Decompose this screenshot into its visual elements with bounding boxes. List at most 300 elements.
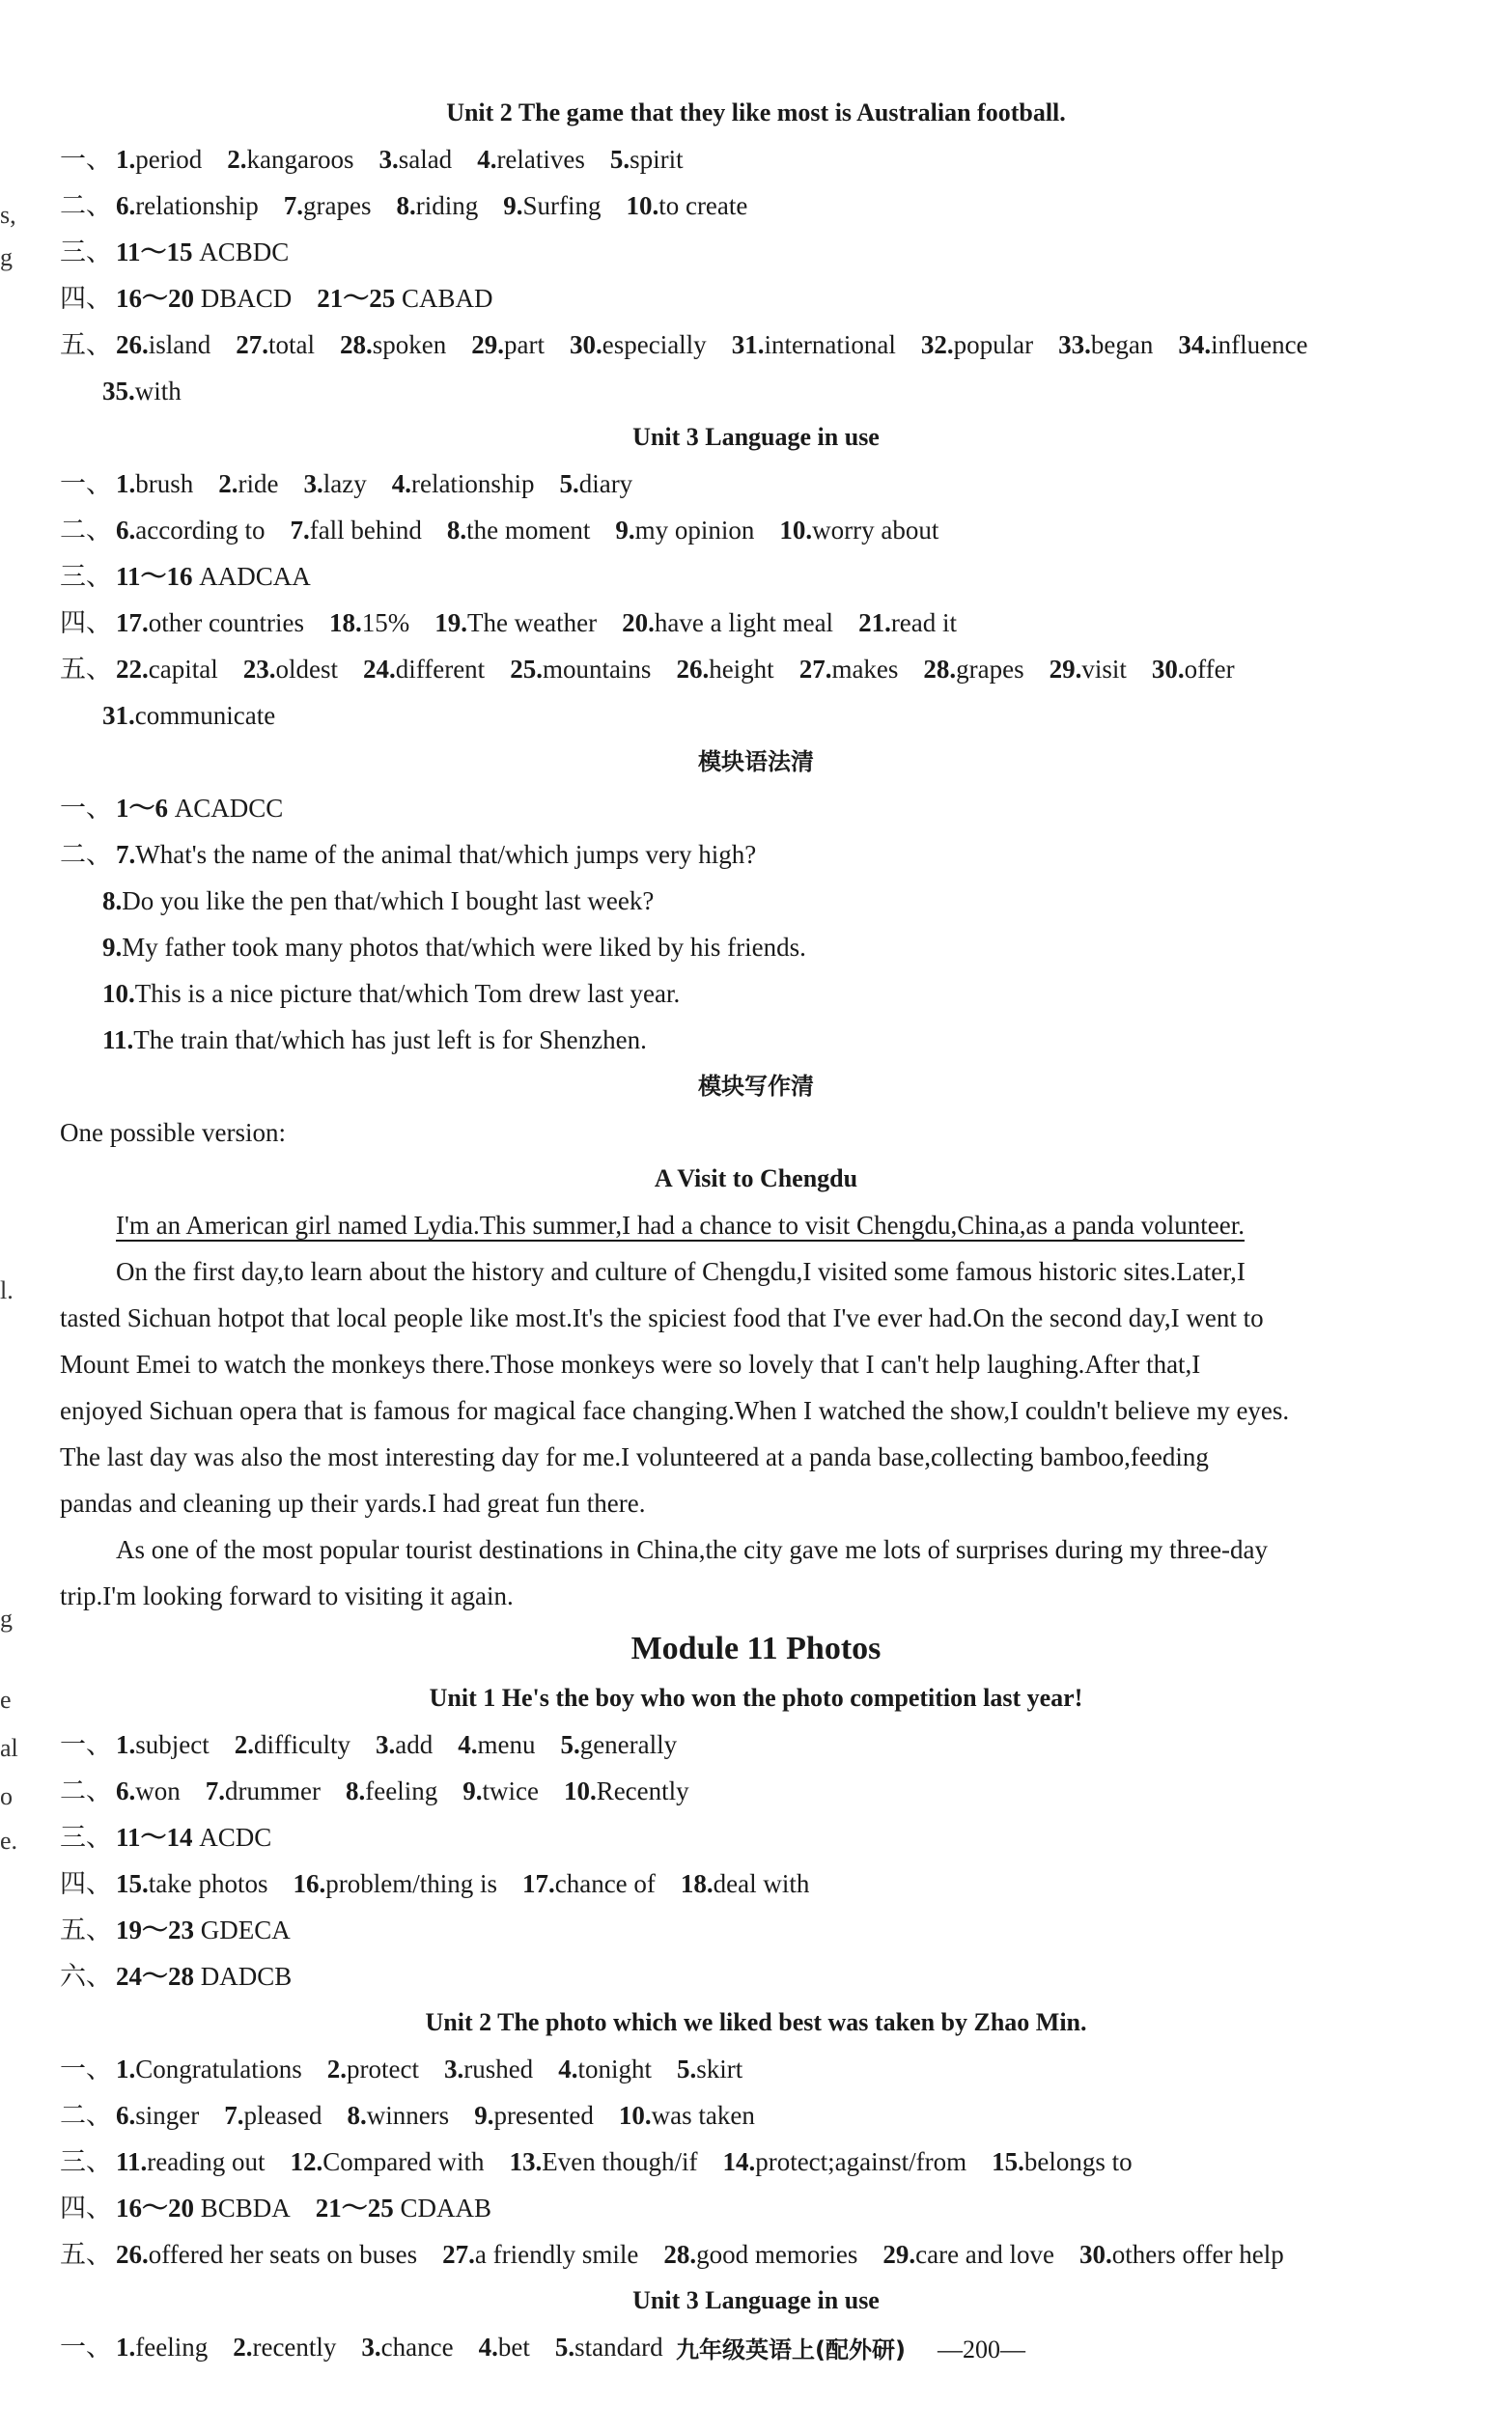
answer-item [243,655,338,684]
answer-item [444,2055,533,2083]
answer-item [477,145,585,174]
answer-item [442,2240,638,2269]
answer-item [116,2194,291,2223]
question-number: 31. [102,701,135,730]
answer-item [1079,2240,1284,2269]
question-number: 10. [626,191,659,220]
question-number: 3. [375,1730,396,1759]
question-number: 20. [622,608,655,637]
answer-item [610,145,684,174]
section-number: 四、 [60,284,112,313]
question-number: 5. [609,145,630,174]
answer-item [284,191,372,220]
question-number: 7. [283,191,303,220]
question-number: 26. [116,330,149,359]
answer-item [235,1730,350,1759]
answer-text: Do you like the pen that/which I bought last week? [122,886,655,915]
answer-row [60,1867,834,1900]
answer-item [303,469,366,498]
question-number: 5. [559,469,579,498]
answer-row [60,514,964,546]
answer-item [224,2101,322,2130]
answer-text: feeling [365,1776,438,1805]
answer-text: singer [135,2101,200,2130]
answer-row [60,606,982,639]
answer-text: relationship [410,469,535,498]
answer-text: protect;against/from [755,2147,967,2176]
question-number: 8. [396,191,416,220]
question-number: 2. [218,469,238,498]
question-number: 21～25 [315,2194,394,2223]
answer-text: to create [658,191,748,220]
answer-item [1058,330,1153,359]
question-number: 4. [458,1730,478,1759]
answer-text: ACADCC [168,794,284,823]
question-number: 10. [779,516,813,545]
answer-text: My father took many photos that/which were liked by his friends. [122,933,806,962]
footer-book-title: 九年级英语上(配外研) [676,2336,906,2363]
answer-row [60,1960,317,1993]
section-number: 五、 [60,2240,112,2269]
answer-text: brush [135,469,194,498]
answer-item [676,655,773,684]
answer-item [471,330,545,359]
question-number: 9. [503,191,523,220]
essay-line: The last day was also the most interesting day for me.I volunteered at a panda base,collecting bamboo,feeding [60,1442,1209,1471]
answer-text: kangaroos [246,145,354,174]
answer-item [858,608,957,637]
answer-text: What's the name of the animal that/which jumps very high? [135,840,757,869]
answer-item [474,2101,594,2130]
answer-item [316,2194,491,2223]
answer-text: according to [135,516,266,545]
question-number: 4. [558,2055,578,2083]
answer-row [60,2238,1309,2271]
question-number: 13. [509,2147,543,2176]
question-number: 16～20 [116,284,194,313]
question-number: 11～15 [116,238,193,266]
answer-text: won [135,1776,181,1805]
answer-item [116,2101,199,2130]
answer-item [116,2147,265,2176]
answer-item [116,145,202,174]
question-number: 35. [102,377,135,406]
answer-text: salad [398,145,453,174]
essay-title: A Visit to Chengdu [654,1164,858,1192]
answer-row [60,1821,296,1854]
answer-item [317,284,492,313]
answer-item [116,1823,271,1852]
answer-row [102,699,300,732]
question-number: 6. [116,191,136,220]
answer-item [447,516,590,545]
answer-text: winners [366,2101,450,2130]
answer-text: popular [953,330,1034,359]
answer-item [376,1730,433,1759]
essay-line: As one of the most popular tourist destinations in China,the city gave me lots of surprises during my three-day [116,1535,1269,1564]
section-number: 一、 [60,145,112,174]
answer-item [116,1776,181,1805]
answer-item [102,979,680,1008]
question-number: 1. [116,1730,136,1759]
edge-fragment: o [0,1782,13,1810]
question-number: 7. [116,840,136,869]
question-number: 15. [116,1869,149,1898]
question-number: 7. [205,1776,225,1805]
question-number: 8. [446,516,467,545]
answer-row [60,189,772,222]
question-number: 33. [1058,330,1091,359]
answer-row [60,2053,768,2085]
unit-title: Unit 3 Language in use [632,423,880,451]
answer-item [363,655,485,684]
answer-item [116,516,265,545]
answer-item [677,2055,742,2083]
answer-text: good memories [696,2240,858,2269]
answer-item [1178,330,1307,359]
edge-fragment: al [0,1734,18,1762]
answer-item [560,1730,677,1759]
answer-text: international [764,330,896,359]
answer-item [293,1869,497,1898]
answer-row [60,282,518,315]
question-number: 1. [116,469,136,498]
answer-text: influence [1211,330,1308,359]
answer-row [60,467,658,500]
question-number: 15. [992,2147,1024,2176]
answer-text: This is a nice picture that/which Tom drew last year. [134,979,681,1008]
answer-text: 15% [361,608,410,637]
answer-row [102,884,679,917]
unit-title: Unit 2 The game that they like most is Australian football. [446,98,1066,126]
question-number: 19. [434,608,467,637]
answer-item [116,1916,291,1944]
module-title: Module 11 Photos [630,1631,882,1666]
question-number: 28. [923,655,957,684]
edge-fragment: e. [0,1827,18,1855]
answer-text: menu [477,1730,536,1759]
unit-title: Unit 3 Language in use [632,2286,880,2314]
answer-row [60,2145,1158,2178]
question-number: 19～23 [116,1916,194,1944]
answer-item [340,330,446,359]
answer-text: chance of [554,1869,656,1898]
answer-text: Surfing [522,191,602,220]
answer-text: CDAAB [393,2194,492,2223]
section-number: 六、 [60,1962,112,1991]
answer-item [882,2240,1054,2269]
answer-text: twice [482,1776,539,1805]
answer-item [462,1776,539,1805]
section-number: 一、 [60,2055,112,2083]
answer-item [681,1869,809,1898]
question-number: 27. [236,330,268,359]
answer-text: mountains [542,655,652,684]
question-number: 2. [234,1730,254,1759]
question-number: 10. [102,979,135,1008]
answer-item [619,2101,755,2130]
answer-text: capital [148,655,218,684]
section-title: 模块写作清 [698,1073,814,1100]
answer-item [116,2055,302,2083]
answer-item [102,701,275,730]
answer-item [779,516,938,545]
section-number: 一、 [60,469,112,498]
answer-text: subject [135,1730,210,1759]
section-number: 二、 [60,840,112,869]
essay-paragraph-1: I'm an American girl named Lydia.This summer,I had a chance to visit Chengdu,China,as a panda volunteer. [116,1211,1245,1240]
section-number: 二、 [60,516,112,545]
answer-text: ACDC [192,1823,272,1852]
answer-text: The train that/which has just left is for Shenzhen. [133,1025,647,1054]
section-number: 三、 [60,2147,112,2176]
answer-text: AADCAA [192,562,311,591]
answer-item [396,191,478,220]
answer-text: diary [578,469,633,498]
question-number: 30. [569,330,602,359]
question-number: 5. [560,1730,580,1759]
answer-item [329,608,409,637]
section-number: 五、 [60,655,112,684]
answer-item [116,2240,417,2269]
question-number: 4. [391,469,411,498]
question-number: 3. [361,2333,381,2362]
answer-item [290,516,421,545]
answer-text: Even though/if [542,2147,698,2176]
edge-fragment: g [0,243,13,271]
answer-item [102,377,182,406]
question-number: 1. [116,2333,136,2362]
question-number: 1. [116,2055,136,2083]
section-number: 四、 [60,608,112,637]
answer-item [1050,655,1127,684]
question-number: 11～16 [116,562,193,591]
question-number: 24. [362,655,396,684]
question-number: 3. [443,2055,464,2083]
footer-page-number: —200— [937,2335,1025,2363]
answer-item [116,1730,210,1759]
answer-text: the moment [466,516,591,545]
answer-item [102,886,654,915]
answer-item [227,145,353,174]
answer-item [116,1962,292,1991]
answer-item [558,2055,652,2083]
question-number: 34. [1178,330,1212,359]
question-number: 24～28 [116,1962,194,1991]
answer-text: GDECA [194,1916,291,1944]
answer-row [60,1728,702,1761]
question-number: 25. [510,655,543,684]
question-number: 7. [290,516,310,545]
answer-item [992,2147,1133,2176]
answer-text: a friendly smile [474,2240,639,2269]
answer-row [60,328,1333,361]
answer-item [347,2101,449,2130]
answer-text: grapes [302,191,372,220]
answer-item [116,469,193,498]
answer-row [60,236,314,268]
question-number: 11～14 [116,1823,193,1852]
answer-text: chance [380,2333,454,2362]
section-number: 二、 [60,191,112,220]
answer-item [1152,655,1235,684]
question-number: 5. [554,2333,575,2362]
answer-item [434,608,597,637]
essay-line: enjoyed Sichuan opera that is famous for magical face changing.When I watched the show,I couldn't believe my eyes. [60,1396,1290,1425]
answer-item [564,1776,689,1805]
answer-text: bet [497,2333,530,2362]
answer-text: belongs to [1023,2147,1133,2176]
question-number: 29. [1049,655,1082,684]
page-footer [676,2331,1025,2364]
answer-item [663,2240,857,2269]
answer-item [102,1025,647,1054]
answer-row [60,2099,780,2132]
question-number: 5. [676,2055,697,2083]
answer-item [116,2333,208,2362]
answer-text: with [134,377,182,406]
question-number: 1. [116,145,136,174]
answer-item [392,469,535,498]
question-number: 9. [102,933,123,962]
answer-text: ride [238,469,279,498]
answer-text: feeling [135,2333,209,2362]
answer-item [479,2333,530,2362]
question-number: 31. [731,330,765,359]
answer-item [116,330,210,359]
answer-text: DBACD [194,284,293,313]
essay-line: trip.I'm looking forward to visiting it again. [60,1581,514,1610]
answer-row [60,2331,688,2363]
question-number: 28. [340,330,373,359]
question-number: 30. [1151,655,1185,684]
question-number: 11. [116,2147,148,2176]
answer-item [503,191,601,220]
question-number: 32. [920,330,954,359]
question-number: 6. [116,1776,136,1805]
answer-row [102,1023,672,1056]
answer-text: period [135,145,203,174]
answer-text: drummer [225,1776,321,1805]
answer-text: oldest [275,655,338,684]
answer-text: spoken [372,330,447,359]
question-number: 23. [242,655,276,684]
writing-intro: One possible version: [60,1118,286,1147]
question-number: 6. [116,2101,136,2130]
question-number: 7. [224,2101,244,2130]
question-number: 17. [521,1869,555,1898]
answer-item [116,191,259,220]
answer-text: offer [1184,655,1235,684]
question-number: 29. [471,330,504,359]
question-number: 16～20 [116,2194,194,2223]
answer-row [60,560,336,593]
answer-text: CABAD [395,284,493,313]
question-number: 10. [563,1776,597,1805]
answer-item [218,469,278,498]
essay-line: On the first day,to learn about the history and culture of Chengdu,I visited some famous historic sites.Later,I [116,1257,1246,1286]
answer-row [102,375,207,407]
answer-item [522,1869,656,1898]
answer-text: height [709,655,774,684]
section-number: 五、 [60,330,112,359]
question-number: 1～6 [116,794,168,823]
section-number: 三、 [60,238,112,266]
answer-row [102,931,831,964]
question-number: 18. [328,608,362,637]
question-number: 21. [858,608,891,637]
answer-item [116,1869,267,1898]
section-number: 三、 [60,1823,112,1852]
answer-item [622,608,833,637]
answer-text: grapes [956,655,1024,684]
answer-text: generally [579,1730,678,1759]
answer-text: Recently [596,1776,689,1805]
answer-item [116,608,304,637]
answer-text: Congratulations [135,2055,302,2083]
answer-text: have a light meal [654,608,834,637]
answer-text: others offer help [1111,2240,1284,2269]
answer-text: skirt [696,2055,743,2083]
answer-item [116,840,756,869]
answer-text: part [504,330,545,359]
question-number: 9. [615,516,635,545]
question-number: 22. [116,655,149,684]
answer-text: The weather [466,608,598,637]
question-number: 3. [303,469,323,498]
section-number: 一、 [60,2333,112,2362]
essay-line: tasted Sichuan hotpot that local people like most.It's the spiciest food that I've ever had.On the second day,I went to [60,1303,1264,1332]
edge-fragment: s, [0,201,16,229]
answer-item [626,191,747,220]
answer-item [555,2333,663,2362]
answer-text: presented [493,2101,594,2130]
answer-text: add [395,1730,434,1759]
answer-item [206,1776,321,1805]
answer-item [236,330,315,359]
edge-fragment: g [0,1605,13,1633]
question-number: 8. [102,886,123,915]
answer-text: was taken [651,2101,755,2130]
answer-item [116,562,311,591]
essay-line: Mount Emei to watch the monkeys there.Those monkeys were so lovely that I can't help laughing.After that,I [60,1350,1201,1379]
answer-text: total [268,330,315,359]
section-number: 五、 [60,1916,112,1944]
answer-item [510,655,651,684]
question-number: 9. [462,1776,483,1805]
answer-item [732,330,896,359]
answer-text: DADCB [194,1962,293,1991]
question-number: 18. [680,1869,714,1898]
edge-fragment: e [0,1686,12,1714]
answer-item [346,1776,437,1805]
question-number: 12. [290,2147,323,2176]
question-number: 6. [116,516,136,545]
unit-title: Unit 2 The photo which we liked best was taken by Zhao Min. [425,2008,1087,2036]
answer-text: began [1090,330,1154,359]
answer-text: protect [346,2055,419,2083]
answer-row [60,838,781,871]
answer-text: island [148,330,211,359]
answer-text: care and love [915,2240,1055,2269]
answer-text: spirit [630,145,684,174]
answer-text: tonight [577,2055,652,2083]
section-number: 二、 [60,2101,112,2130]
answer-item [327,2055,419,2083]
answer-item [116,794,283,823]
answer-item [722,2147,966,2176]
answer-item [361,2333,453,2362]
